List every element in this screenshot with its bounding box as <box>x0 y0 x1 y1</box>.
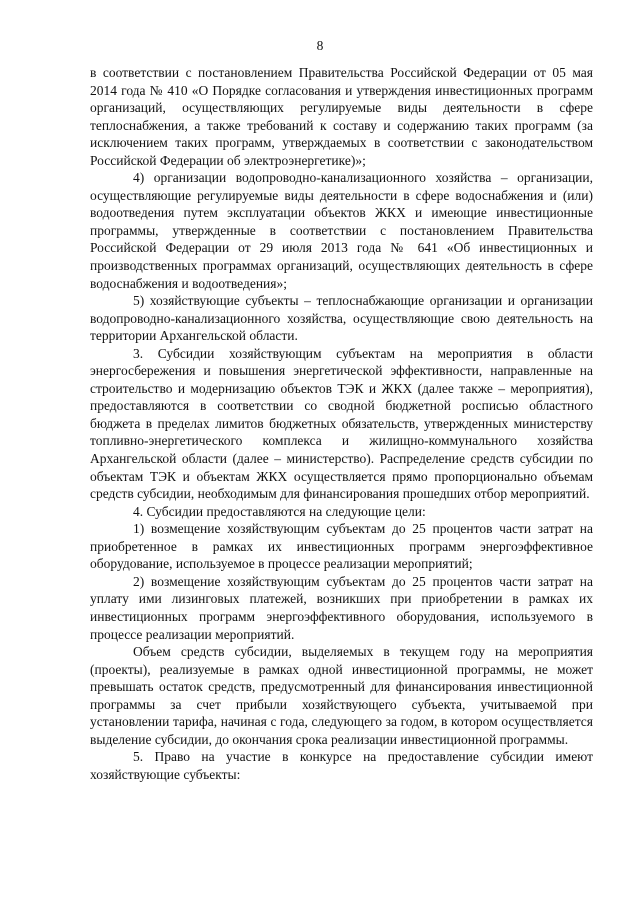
paragraph-goal-2-leasing: 2) возмещение хозяйствующим субъектам до 25 процентов части затрат на уплату ими лизинговых платежей, возникших при приобретении в рамках их инвестиционных программ энергоэффективного оборудования, используемого в процессе реализации мероприятий. <box>90 573 593 642</box>
document-body <box>90 64 593 783</box>
paragraph-section-5-eligibility: 5. Право на участие в конкурсе на предоставление субсидии имеют хозяйствующие субъекты: <box>90 749 593 782</box>
paragraph-continuation: в соответствии с постановлением Правительства Российской Федерации от 05 мая 2014 года № 410 «О Порядке согласования и утверждения инвестиционных программ организаций, осуществляющих регулируемые виды деятельности в сфере теплоснабжения, а также требований к составу и содержанию таких программ (за исключением таких программ, утверждаемых в соответствии с законодательством Российской Федерации об электроэнергетике)»; <box>90 65 593 168</box>
paragraph-subsidy-volume: Объем средств субсидии, выделяемых в текущем году на мероприятия (проекты), реализуемые в рамках одной инвестиционной программы, не может превышать остаток средств, предусмотренный для финансирования инвестиционной программы за счет прибыли хозяйствующего субъекта, учитываемой при установлении тарифа, начиная с года, следующего за годом, в котором осуществляется выделение субсидии, до окончания срока реализации инвестиционной программы. <box>90 644 593 747</box>
page-number: 8 <box>316 38 324 53</box>
paragraph-section-4-goals: 4. Субсидии предоставляются на следующие цели: <box>133 503 426 519</box>
paragraph-goal-1-equipment: 1) возмещение хозяйствующим субъектам до 25 процентов части затрат на приобретенное в рамках их инвестиционных программ энергоэффективное оборудование, используемое в процессе реализации мероприятий; <box>90 521 593 572</box>
paragraph-item-5-economic-entities: 5) хозяйствующие субъекты – теплоснабжающие организации и организации водопроводно-канализационного хозяйства, осуществляющие свою деятельность на территории Архангельской области. <box>90 293 593 344</box>
paragraph-item-4-water-organizations: 4) организации водопроводно-канализационного хозяйства – организации, осуществляющие регулируемые виды деятельности в сфере водоснабжения и (или) водоотведения путем эксплуатации объектов ЖКХ и имеющие инвестиционные программы, утвержденные в соответствии с постановлением Правительства Российской Федерации от 29 июля 2013 года № 641 «Об инвестиционных и производственных программах организаций, осуществляющих деятельность в сфере водоснабжения и водоотведения»; <box>90 170 593 291</box>
paragraph-section-3-subsidies: 3. Субсидии хозяйствующим субъектам на мероприятия в области энергосбережения и повышения энергетической эффективности, направленные на строительство и модернизацию объектов ТЭК и ЖКХ (далее также – мероприятия), предоставляются в соответствии со сводной бюджетной росписью областного бюджета в пределах лимитов бюджетных обязательств, утвержденных министерству топливно-энергетического комплекса и жилищно-коммунального хозяйства Архангельской области (далее – министерство). Распределение средств субсидии по объектам ТЭК и объектам ЖКХ осуществляется прямо пропорционально объемам средств субсидии, необходимым для финансирования прошедших отбор мероприятий. <box>90 345 593 502</box>
